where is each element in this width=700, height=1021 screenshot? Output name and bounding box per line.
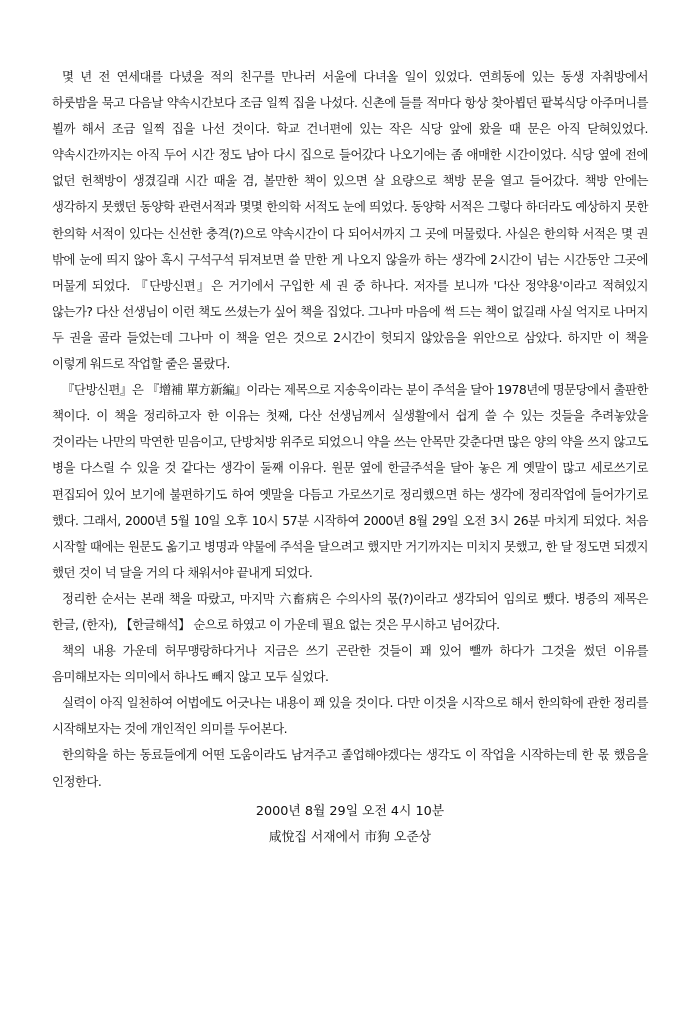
paragraph-4: 책의 내용 가운데 허무맹랑하다거나 지금은 쓰기 곤란한 것들이 꽤 있어 뺄까 하다가 그것을 썼던 이유를 음미해보자는 의미에서 하나도 빼지 않고 모두 실었다.	[52, 643, 648, 685]
paragraph-3: 정리한 순서는 본래 책을 따랐고, 마지막 六畜病은 수의사의 몫(?)이라고 생각되어 임의로 뺐다. 병증의 제목은 한글, (한자), 【한글해석】 순으로 하였고 이 가운데 필요 없는 것은 무시하고 넘어갔다.	[52, 590, 648, 632]
document-body	[52, 64, 648, 851]
signature-author: 咸悅집 서재에서 市狗 오준상	[268, 829, 432, 845]
signature-date: 2000년 8월 29일 오전 4시 10분	[255, 803, 445, 819]
paragraph-5: 실력이 아직 일천하여 어법에도 어긋나는 내용이 꽤 있을 것이다. 다만 이것을 시작으로 해서 한의학에 관한 정리를 시작해보자는 것에 개인적인 의미를 두어본다.	[52, 695, 648, 737]
paragraph-1: 몇 년 전 연세대를 다녔을 적의 친구를 만나러 서울에 다녀올 일이 있었다. 연희동에 있는 동생 자취방에서 하룻밤을 묵고 다음날 약속시간보다 조금 일찍 집을 나섰다. 신촌에 들를 적마다 항상 찾아뵙던 팥복식당 아주머니를 뵐까 해서 조금 일찍 집을 나선 것이다. 학교 건너편에 있는 작은 식당 앞에 왔을 때 문은 아직 닫혀있었다. 약속시간까지는 아직 두어 시간 정도 남아 다시 집으로 들어갔다 나오기에는 좀 애매한 시간이었다. 식당 옆에 전에 없던 헌책방이 생겼길래 시간 때울 겸, 볼만한 책이 있으면 살 요량으로 책방 문을 열고 들어갔다. 책방 안에는 생각하지 못했던 동양학 관련서적과 몇몇 한의학 서적도 눈에 띄었다. 동양학 서적은 그렇다 하더라도 예상하지 못한 한의학 서적이 있다는 신선한 충격(?)으로 약속시간이 다 되어서까지 그 곳에 머물렀다. 사실은 한의학 서적은 몇 권 밖에 눈에 띄지 않아 혹시 구석구석 뒤져보면 쓸 만한 게 나오지 않을까 하는 생각에 2시간이 넘는 시간동안 그곳에 머물게 되었다. 『단방신편』은 거기에서 구입한 세 권 중 하나다. 저자를 보니까 '다산 정약용'이라고 적혀있지 않는가? 다산 선생님이 이런 책도 쓰셨는가 싶어 책을 집었다. 그나마 마음에 썩 드는 책이 없길래 사실 억지로 나머지 두 권을 골라 들었는데 그나마 이 책을 얻은 것으로 2시간이 헛되지 않았음을 위안으로 삼았다. 하지만 이 책을 이렇게 워드로 작업할 줄은 몰랐다.	[52, 69, 648, 372]
paragraph-6: 한의학을 하는 동료들에게 어떤 도움이라도 남겨주고 졸업해야겠다는 생각도 이 작업을 시작하는데 한 몫 했음을 인정한다.	[52, 747, 648, 789]
paragraph-2: 『단방신편』은 『增補 單方新編』이라는 제목으로 지송욱이라는 분이 주석을 달아 1978년에 명문당에서 출판한 책이다. 이 책을 정리하고자 한 이유는 첫째, 다산 선생님께서 실생활에서 쉽게 쓸 수 있는 것들을 추려놓았을 것이라는 나만의 막연한 믿음이고, 단방처방 위주로 되었으니 약을 쓰는 안목만 갖춘다면 많은 양의 약을 쓰지 않고도 병을 다스릴 수 있을 것 같다는 생각이 둘째 이유다. 원문 옆에 한글주석을 달아 놓은 게 옛말이 많고 세로쓰기로 편집되어 있어 보기에 불편하기도 하여 옛말을 다듬고 가로쓰기로 정리했으면 하는 생각에 정리작업에 들어가기로 했다. 그래서, 2000년 5월 10일 오후 10시 57분 시작하여 2000년 8월 29일 오전 3시 26분 마치게 되었다. 처음 시작할 때에는 원문도 옮기고 병명과 약물에 주석을 달으려고 했지만 거기까지는 미치지 못했고, 한 달 정도면 되겠지 했던 것이 넉 달을 거의 다 채워서야 끝내게 되었다.	[52, 382, 648, 580]
